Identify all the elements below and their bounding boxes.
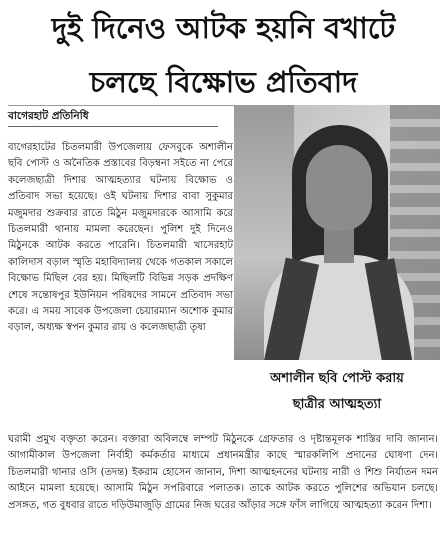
headline-line-2: চলছে বিক্ষোভ প্রতিবাদ bbox=[89, 65, 358, 99]
news-photo bbox=[234, 105, 440, 360]
headline-line-1: দুই দিনেও আটক হয়নি বখাটে bbox=[51, 11, 396, 45]
photo-caption bbox=[234, 362, 440, 422]
photo-caption-line-1: অশালীন ছবি পোস্ট করায় bbox=[270, 371, 404, 386]
byline: বাগেরহাট প্রতিনিধি bbox=[8, 110, 89, 122]
byline-underline bbox=[8, 126, 218, 127]
article-body-full-width: ঘরামী প্রমুখ বক্তৃতা করেন। বক্তারা অবিলম্বে লম্পট মিঠুনকে গ্রেফতার ও দৃষ্টান্তমূলক শাস্তির দাবি জানান। আগামীকাল উপজেলা নির্বাহী কর্মকর্তার মাধ্যমে প্রধানমন্ত্রীর কাছে স্মারকলিপি প্রদানের ঘোষণা দেন। চিতলমারী থানার ওসি (তদন্ত) ইকরাম হোসেন জানান, দিশা আত্মহননের ঘটনায় নারী ও শিশু নির্যাতন দমন আইনে মামলা হয়েছে। আসামি মিঠুন সপরিবারে পলাতক। তাকে আটক করতে পুলিশের অভিযান চলছে। প্রসঙ্গত, গত বুধবার রাতে দড়িউমাজুড়ি গ্রামের নিজ ঘরের আঁড়ার সঙ্গে ফাঁস লাগিয়ে আত্মহত্যা করেন দিশা। bbox=[8, 434, 438, 511]
photo-caption-line-2: ছাত্রীর আত্মহত্যা bbox=[292, 397, 382, 412]
headline bbox=[6, 6, 441, 104]
article-body-column: বাগেরহাটের চিতলমারী উপজেলায় ফেসবুকে অশালীন ছবি পোস্ট ও অনৈতিক প্রস্তাবের বিড়ম্বনা সইতে না পেরে কলেজছাত্রী দিশার আত্মহত্যার ঘটনায় বিক্ষোভ ও প্রতিবাদ সভা হয়েছে। ওই ঘটনায় দিশার বাবা সুকুমার মজুমদার শুক্রবার রাতে মিঠুন মজুমদারকে আসামি করে চিতলমারী থানায় মামলা করেছেন। পুলিশ দুই দিনেও মিঠুনকে আটক করতে পারেনি। চিতলমারী খাসেরহাট কালিদাস বড়াল স্মৃতি মহাবিদ্যালয় থেকে গতকাল সকালে বিক্ষোভ মিছিল বের হয়। মিছিলটি বিভিন্ন সড়ক প্রদক্ষিণ শেষে সন্তোষপুর ইউনিয়ন পরিষদের সামনে প্রতিবাদ সভা করে। এ সময় সাবেক উপজেলা চেয়ারম্যান অশোক কুমার বড়াল, অধ্যক্ষ স্বপন কুমার রায় ও কলেজছাত্রী তৃষা bbox=[8, 142, 233, 334]
